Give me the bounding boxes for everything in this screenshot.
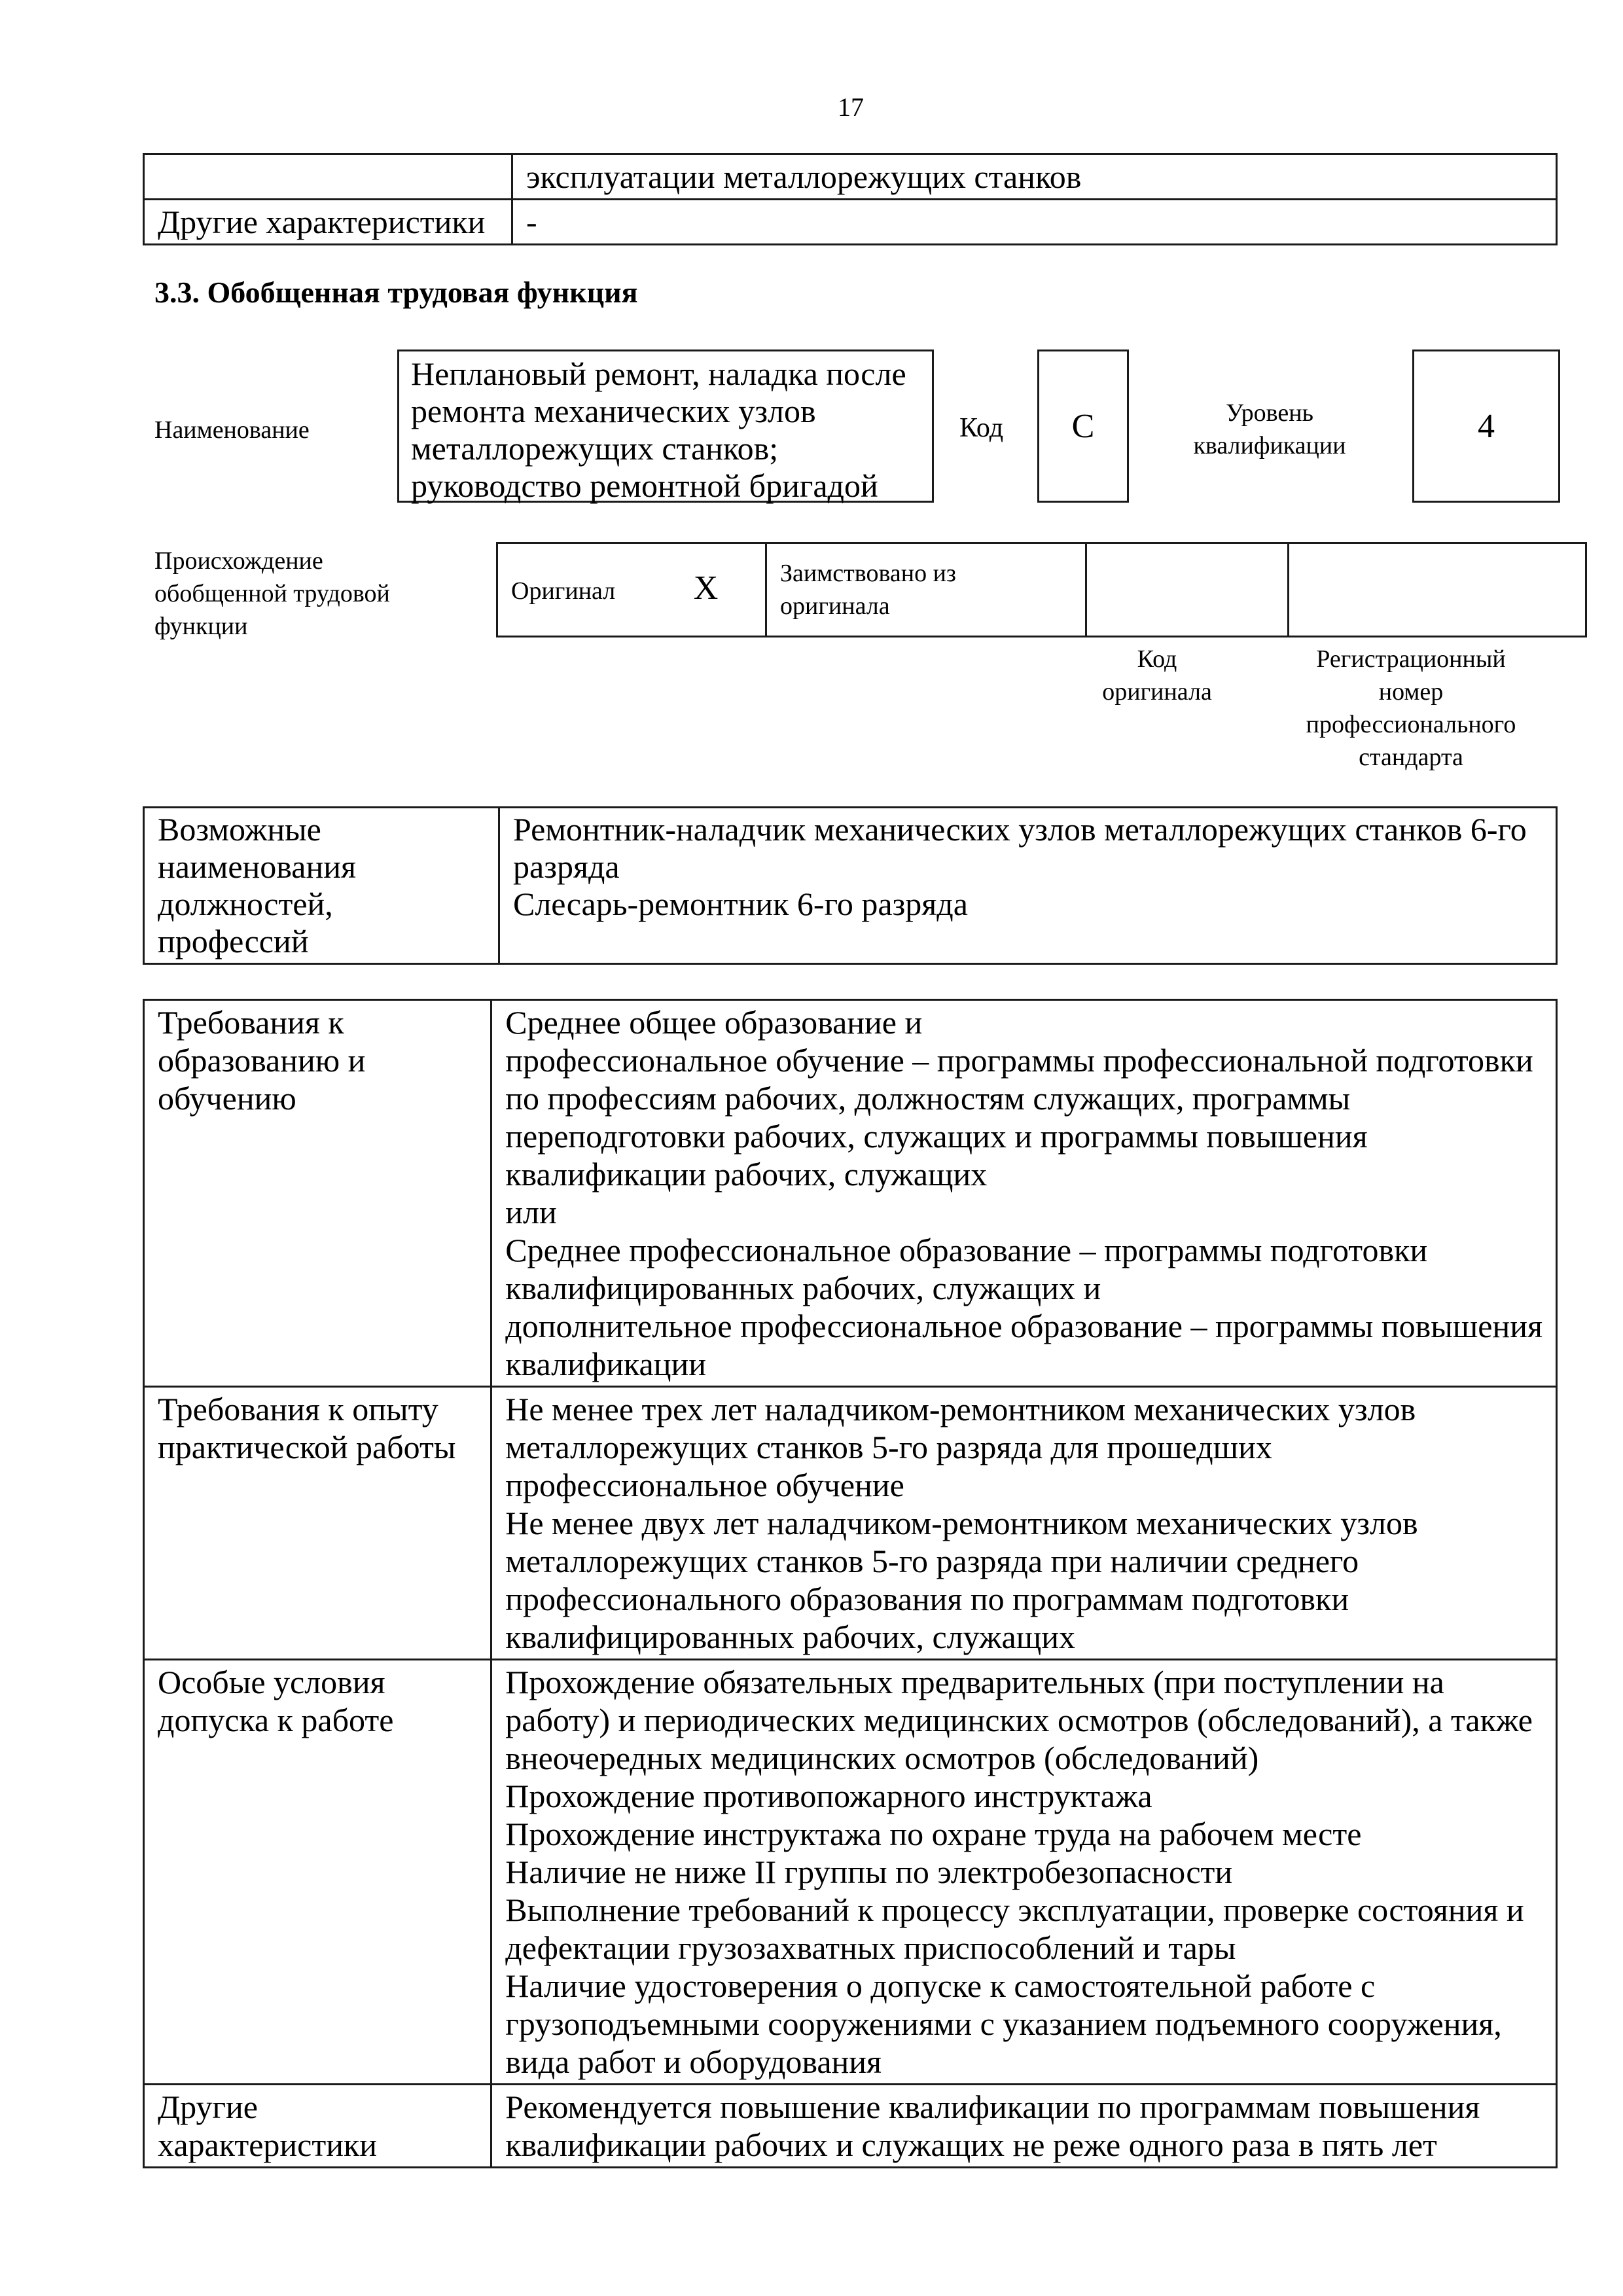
requirement-label-cell — [144, 1387, 491, 1660]
requirement-value-cell — [491, 2085, 1557, 2168]
original-label: Оригинал — [511, 577, 616, 605]
origin-label — [154, 545, 390, 643]
table-row — [144, 154, 1557, 200]
requirement-label-cell — [144, 1000, 491, 1387]
requirement-label-line: Требования к опыту — [158, 1391, 438, 1427]
table-row — [144, 1660, 1557, 2085]
requirement-label-line: практической работы — [158, 1429, 456, 1465]
requirement-label-cell — [144, 2085, 491, 2168]
requirement-value-line: профессиональное обучение — [505, 1467, 904, 1503]
positions-label-cell — [144, 808, 499, 964]
positions-value-line: Ремонтник-наладчик механических узлов металлорежущих станков 6-го — [513, 811, 1527, 848]
requirement-label-line: обучению — [158, 1080, 296, 1117]
requirement-value-line: Наличие удостоверения о допуске к самостоятельной работе с — [505, 1967, 1376, 2004]
function-name-line: руководство ремонтной бригадой — [411, 467, 878, 504]
borrowed-label-line: оригинала — [780, 592, 890, 620]
level-label-line: Уровень — [1226, 399, 1313, 427]
function-name-line: ремонта механических узлов — [411, 393, 816, 429]
requirement-value-line: Среднее профессиональное образование – программы подготовки — [505, 1232, 1428, 1268]
requirement-value-line: Выполнение требований к процессу эксплуатации, проверке состояния и — [505, 1892, 1524, 1928]
requirement-value-line: или — [505, 1194, 557, 1230]
requirement-value-line: внеочередных медицинских осмотров (обследований) — [505, 1740, 1259, 1776]
table-row — [144, 808, 1557, 964]
caption-code-line: Код — [1137, 645, 1177, 673]
table-cell — [144, 154, 512, 200]
requirement-value-line: Не менее трех лет наладчиком-ремонтником механических узлов — [505, 1391, 1416, 1427]
requirement-label-line: Другие — [158, 2089, 258, 2125]
positions-value-line: Слесарь-ремонтник 6-го разряда — [513, 886, 968, 922]
level-value: 4 — [1412, 350, 1560, 503]
requirement-value-line: квалификации рабочих, служащих — [505, 1156, 988, 1193]
level-label — [1171, 397, 1368, 462]
requirement-value-line: дополнительное профессиональное образование – программы повышения — [505, 1308, 1543, 1344]
table-row — [144, 1387, 1557, 1660]
table-row — [144, 1000, 1557, 1387]
requirement-label-line: характеристики — [158, 2126, 378, 2163]
section-heading: 3.3. Обобщенная трудовая функция — [154, 276, 638, 309]
table-cell-label: Другие характеристики — [144, 200, 512, 245]
requirement-value-line: грузоподъемными сооружениями с указанием подъемного сооружения, — [505, 2005, 1502, 2042]
requirement-label-line: Требования к — [158, 1004, 344, 1041]
origin-original-cell — [497, 543, 766, 637]
table-row — [497, 543, 1586, 637]
table-cell: эксплуатации металлорежущих станков — [512, 154, 1557, 200]
requirement-label-cell — [144, 1660, 491, 2085]
positions-table — [143, 806, 1558, 965]
requirement-value-line: по профессиям рабочих, должностям служащих, программы — [505, 1080, 1351, 1117]
table-cell: - — [512, 200, 1557, 245]
caption-code-line: оригинала — [1102, 678, 1212, 706]
requirement-value-line: переподготовки рабочих, служащих и программы повышения — [505, 1118, 1368, 1155]
requirement-value-line: металлорежущих станков 5-го разряда для прошедших — [505, 1429, 1272, 1465]
requirement-value-line: металлорежущих станков 5-го разряда при наличии среднего — [505, 1543, 1359, 1579]
page-number: 17 — [838, 92, 864, 122]
caption-reg-line: профессионального — [1306, 711, 1516, 738]
requirement-value-cell — [491, 1000, 1557, 1387]
function-name-box — [397, 350, 934, 503]
requirement-value-cell — [491, 1660, 1557, 2085]
requirement-value-line: квалификации рабочих и служащих не реже одного раза в пять лет — [505, 2126, 1437, 2163]
origin-label-line: функции — [154, 613, 248, 640]
positions-value-line: разряда — [513, 848, 620, 885]
requirement-value-line: работу) и периодических медицинских осмотров (обследований), а также — [505, 1702, 1533, 1738]
requirement-value-cell — [491, 1387, 1557, 1660]
positions-label-line: профессий — [158, 923, 309, 960]
positions-label-line: наименования — [158, 848, 356, 885]
table-row — [144, 200, 1557, 245]
requirement-value-line: квалификации — [505, 1346, 706, 1382]
positions-value-cell — [499, 808, 1557, 964]
origin-reg-cell — [1289, 543, 1586, 637]
origin-code-cell — [1086, 543, 1289, 637]
caption-reg-number — [1263, 643, 1559, 774]
requirement-value-line: вида работ и оборудования — [505, 2043, 882, 2080]
requirement-value-line: Прохождение обязательных предварительных (при поступлении на — [505, 1664, 1444, 1700]
level-label-line: квалификации — [1193, 432, 1346, 459]
caption-reg-line: стандарта — [1359, 744, 1463, 771]
requirement-value-line: профессиональное обучение – программы профессиональной подготовки — [505, 1042, 1533, 1079]
requirement-value-line: Прохождение инструктажа по охране труда на рабочем месте — [505, 1816, 1362, 1852]
top-continuation-table — [143, 153, 1558, 245]
function-name-line: металлорежущих станков; — [411, 430, 779, 467]
name-label: Наименование — [154, 416, 310, 444]
function-name-line: Неплановый ремонт, наладка после — [411, 355, 906, 392]
requirement-value-line: Рекомендуется повышение квалификации по программам повышения — [505, 2089, 1480, 2125]
requirement-value-line: дефектации грузозахватных приспособлений и тары — [505, 1929, 1236, 1966]
requirement-value-line: квалифицированных рабочих, служащих и — [505, 1270, 1101, 1306]
origin-borrowed-cell — [766, 543, 1086, 637]
requirement-label-line: образованию и — [158, 1042, 366, 1079]
caption-reg-line: Регистрационный — [1316, 645, 1506, 673]
caption-reg-line: номер — [1378, 678, 1444, 706]
requirement-value-line: профессионального образования по программам подготовки — [505, 1581, 1349, 1617]
origin-table — [496, 542, 1587, 637]
requirement-value-line: Среднее общее образование и — [505, 1004, 923, 1041]
requirement-value-line: Наличие не ниже II группы по электробезопасности — [505, 1854, 1233, 1890]
requirement-value-line: Прохождение противопожарного инструктажа — [505, 1778, 1152, 1814]
positions-label-line: должностей, — [158, 886, 333, 922]
positions-label-line: Возможные — [158, 811, 321, 848]
table-row — [144, 2085, 1557, 2168]
borrowed-label-line: Заимствовано из — [780, 560, 956, 587]
requirement-value-line: Не менее двух лет наладчиком-ремонтником механических узлов — [505, 1505, 1418, 1541]
requirement-label-line: допуска к работе — [158, 1702, 394, 1738]
requirement-label-line: Особые условия — [158, 1664, 385, 1700]
caption-code — [1059, 643, 1255, 708]
origin-label-line: обобщенной трудовой — [154, 580, 390, 607]
requirements-table — [143, 999, 1558, 2168]
origin-label-line: Происхождение — [154, 547, 323, 575]
code-value: C — [1037, 350, 1129, 503]
requirement-value-line: квалифицированных рабочих, служащих — [505, 1619, 1075, 1655]
code-label: Код — [959, 413, 1004, 443]
original-mark: X — [693, 569, 719, 607]
